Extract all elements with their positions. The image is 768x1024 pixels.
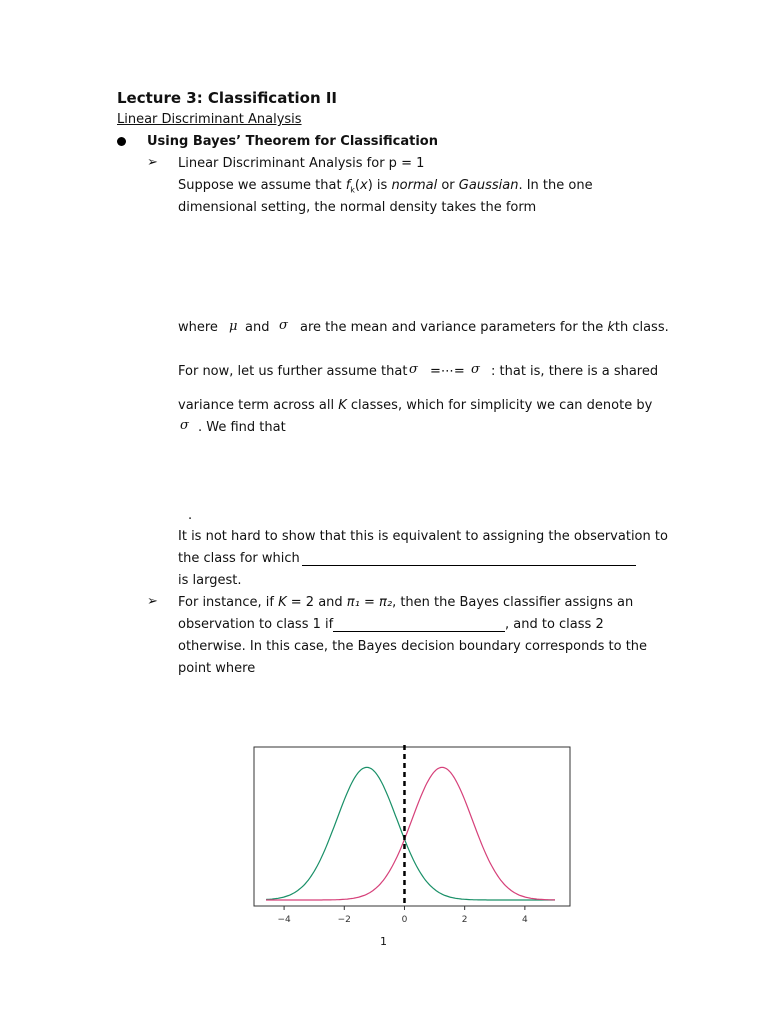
paragraph-line: . We find that xyxy=(198,420,286,435)
bullet-heading: Using Bayes’ Theorem for Classification xyxy=(147,134,438,149)
paragraph-line: variance term across all K classes, which for simplicity we can denote by xyxy=(178,398,653,413)
sigma-symbol: σ xyxy=(471,362,480,377)
sigma-symbol: σ xyxy=(180,418,189,433)
period-mark: . xyxy=(188,508,193,523)
page-number: 1 xyxy=(380,935,387,948)
paragraph-line: dimensional setting, the normal density takes the form xyxy=(178,200,537,215)
paragraph-line: For instance, if K = 2 and π₁ = π₂, then the Bayes classifier assigns an xyxy=(178,595,634,610)
page-title: Lecture 3: Classification II xyxy=(117,89,338,107)
where-label: where xyxy=(178,320,218,335)
paragraph-line: observation to class 1 if xyxy=(178,617,334,632)
density-chart xyxy=(240,740,585,930)
paragraph-line: are the mean and variance parameters for the kth class. xyxy=(300,320,669,335)
sigma-symbol: σ xyxy=(409,362,418,377)
density-curve-2 xyxy=(266,767,555,900)
paragraph-line: , and to class 2 xyxy=(505,617,604,632)
fill-in-blank xyxy=(302,565,636,566)
arrow-bullet-icon: ➢ xyxy=(147,155,158,170)
fill-in-blank xyxy=(333,631,505,632)
bullet-dot-icon xyxy=(117,137,126,146)
density-curve-1 xyxy=(266,767,555,900)
section-subtitle: Linear Discriminant Analysis xyxy=(117,112,302,127)
paragraph-line: Suppose we assume that $f_k(x)$ is normal or Gaussian. In the one xyxy=(178,178,593,195)
subheading-lda: Linear Discriminant Analysis for p = 1 xyxy=(178,156,425,171)
x-tick-label: 4 xyxy=(521,915,528,925)
paragraph-line: otherwise. In this case, the Bayes decision boundary corresponds to the xyxy=(178,639,648,654)
paragraph-line: point where xyxy=(178,661,256,676)
mu-symbol: μ xyxy=(229,319,238,334)
x-tick-label: −4 xyxy=(277,915,291,925)
paragraph-line: : that is, there is a shared xyxy=(491,364,659,379)
x-tick-label: −2 xyxy=(337,915,351,925)
arrow-bullet-icon: ➢ xyxy=(147,594,158,609)
sigma-symbol: σ xyxy=(279,318,288,333)
equals-ellipsis: =⋯= xyxy=(430,364,465,379)
plot-frame xyxy=(254,747,570,906)
paragraph-line: the class for which xyxy=(178,551,300,566)
and-label: and xyxy=(245,320,270,335)
paragraph-line: For now, let us further assume that xyxy=(178,364,408,379)
x-tick-label: 2 xyxy=(461,915,468,925)
paragraph-line: is largest. xyxy=(178,573,242,588)
paragraph-line: It is not hard to show that this is equivalent to assigning the observation to xyxy=(178,529,668,544)
x-tick-label: 0 xyxy=(401,915,408,925)
